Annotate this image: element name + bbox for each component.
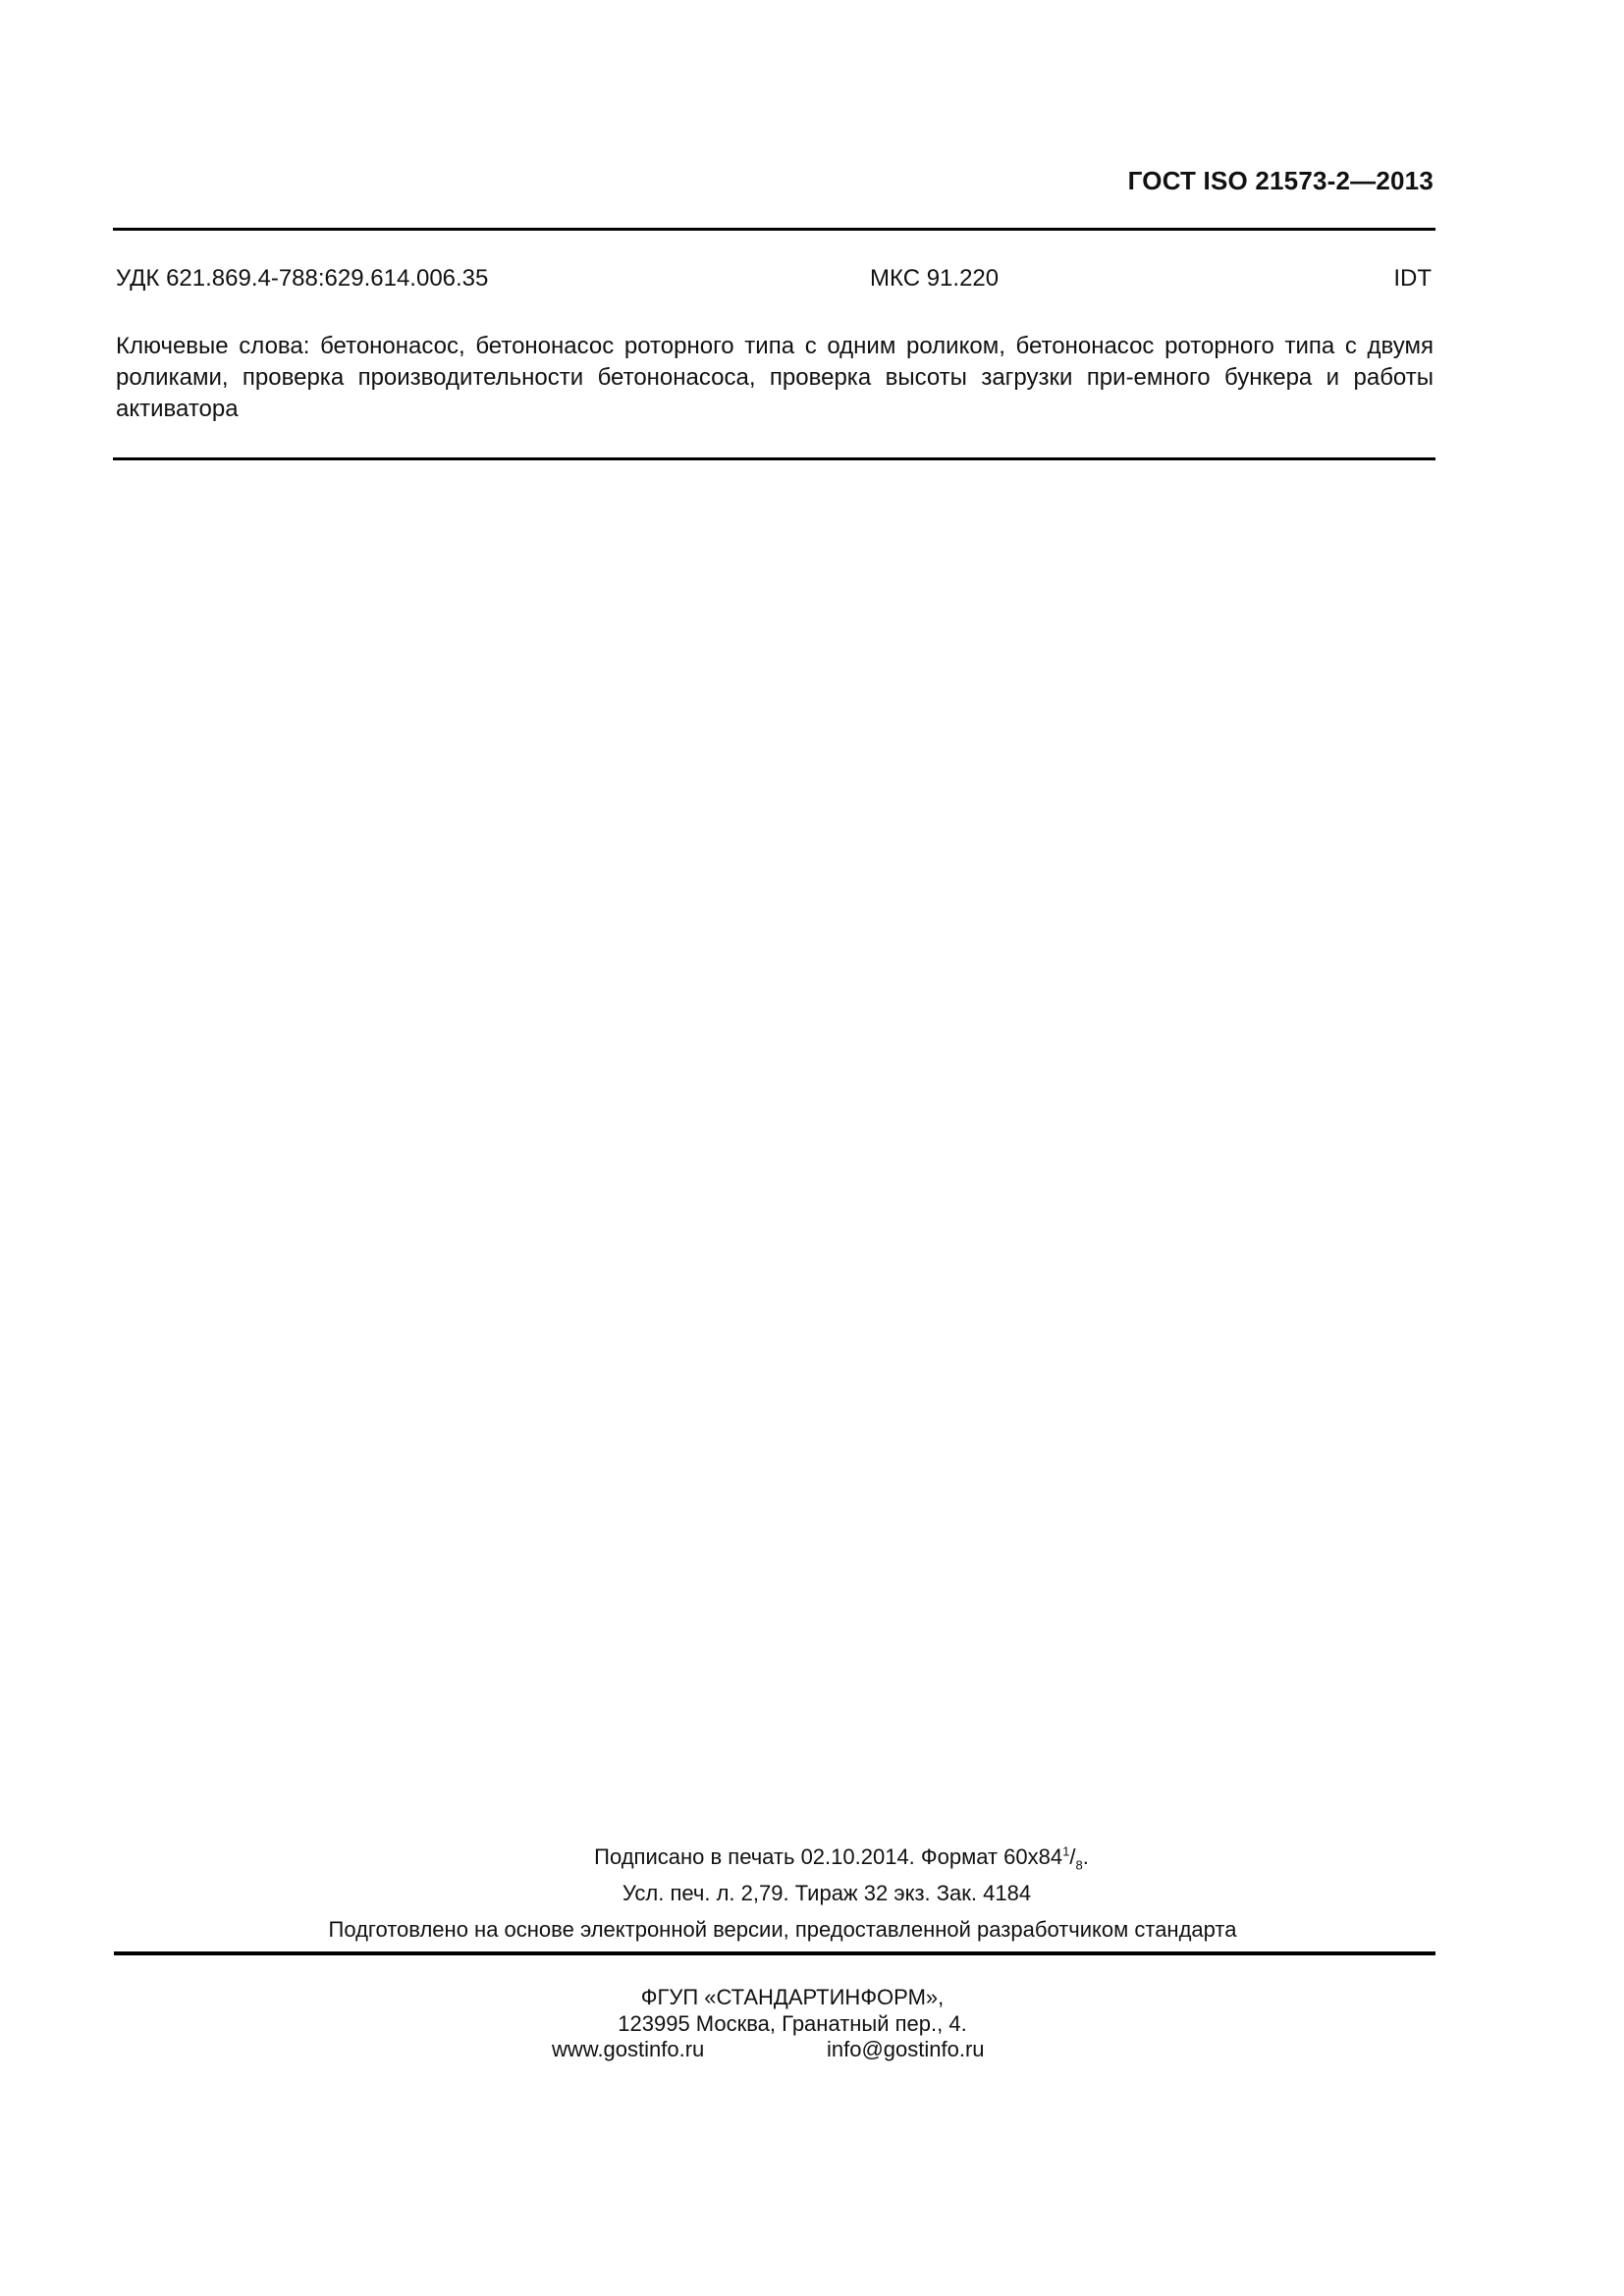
signed-for-print-text: Подписано в печать 02.10.2014. Формат 60x84 (594, 1844, 1063, 1869)
publisher-email[interactable]: info@gostinfo.ru (827, 2037, 985, 2061)
prepared-note: Подготовлено на основе электронной версии, предоставленной разработчиком стандарта (328, 1917, 1237, 1942)
equivalence-degree: IDT (1393, 265, 1432, 292)
udk-code: УДК 621.869.4-788:629.614.006.35 (116, 265, 489, 292)
publisher-name: ФГУП «СТАНДАРТИНФОРМ», (640, 1985, 945, 2009)
top-divider (113, 228, 1435, 231)
document-code: ГОСТ ISO 21573-2—2013 (1127, 166, 1434, 195)
print-info-line: Усл. печ. л. 2,79. Тираж 32 экз. Зак. 4184 (622, 1881, 1032, 1905)
keywords-divider (113, 457, 1435, 460)
classification-row (116, 263, 1432, 294)
keywords-paragraph: Ключевые слова: бетононасос, бетононасос роторного типа с одним роликом, бетононасос роторного типа с двумя роликами, проверка производительности бетононасоса, проверка высоты загрузки при-емного бункера и работы активатора (116, 333, 1434, 422)
signed-for-print-line (29, 1842, 1624, 1872)
format-period: . (1082, 1844, 1089, 1869)
publisher-website[interactable]: www.gostinfo.ru (552, 2037, 705, 2061)
format-slash: / (1069, 1844, 1076, 1869)
publisher-contacts (0, 2037, 1624, 2062)
imprint-divider (114, 1951, 1435, 1955)
mks-code: МКС 91.220 (870, 265, 1000, 292)
publisher-address: 123995 Москва, Гранатный пер., 4. (618, 2011, 967, 2036)
format-numerator: 1 (1062, 1843, 1070, 1859)
format-denominator: 8 (1075, 1857, 1083, 1873)
